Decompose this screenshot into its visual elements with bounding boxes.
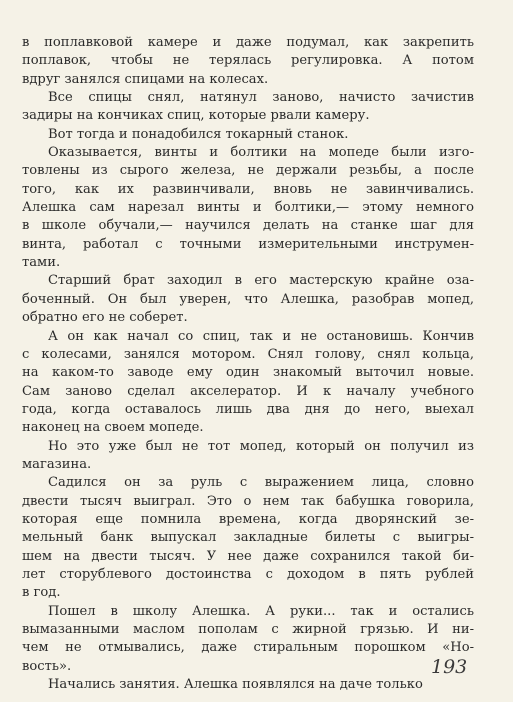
text-line: с колесами, занялся мотором. Снял голову, снял кольца, xyxy=(22,346,474,362)
text-line: Сам заново сделал акселератор. И к началу учебного xyxy=(22,383,474,399)
text-line: Все спицы снял, натянул заново, начисто зачистив xyxy=(48,90,474,106)
text-line: в поплавковой камере и даже подумал, как закрепить xyxy=(22,35,474,50)
text-line: шем на двести тысяч. У нее даже сохранился такой би- xyxy=(22,548,474,564)
text-line: Садился он за руль с выражением лица, словно xyxy=(48,475,474,491)
paragraph xyxy=(22,676,474,694)
text-line: лет сторублевого достоинства с доходом в пять рублей xyxy=(22,566,474,582)
paragraph xyxy=(22,34,474,89)
text-line: Пошел в школу Алешка. А руки... так и остались xyxy=(48,603,474,619)
text-line: задиры на кончиках спиц, которые рвали камеру. xyxy=(22,108,370,124)
paragraph xyxy=(22,89,474,126)
paragraph xyxy=(22,474,474,602)
text-line: Начались занятия. Алешка появлялся на даче только xyxy=(48,677,423,693)
text-line: обратно его не соберет. xyxy=(22,310,188,326)
text-line: мельный банк выпускал закладные билеты с выигры- xyxy=(22,530,474,546)
text-line: вость». xyxy=(22,658,72,674)
paragraph xyxy=(22,603,474,676)
text-line: чем не отмывались, даже стиральным порошком «Но- xyxy=(22,640,474,656)
text-line: Старший брат заходил в его мастерскую крайне оза- xyxy=(48,273,474,289)
text-line: в школе обучали,— научился делать на станке шаг для xyxy=(22,218,474,234)
paragraph xyxy=(22,126,474,144)
paragraph xyxy=(22,438,474,475)
body-text xyxy=(22,34,474,694)
text-line: года, когда оставалось лишь два дня до него, выехал xyxy=(22,401,474,417)
text-line: поплавок, чтобы не терялась регулировка. А потом xyxy=(22,53,474,69)
page-number: 193 xyxy=(431,656,468,678)
text-line: тами. xyxy=(22,255,61,271)
text-line: того, как их развинчивали, вновь не завинчивались. xyxy=(22,181,474,197)
text-line: Оказывается, винты и болтики на мопеде были изго- xyxy=(48,145,474,161)
text-line: магазина. xyxy=(22,456,92,472)
text-line: Но это уже был не тот мопед, который он получил из xyxy=(48,438,474,454)
text-line: товлены из сырого железа, не держали резьбы, а после xyxy=(22,163,474,179)
text-line: двести тысяч выиграл. Это о нем так бабушка говорила, xyxy=(22,493,474,509)
text-line: которая еще помнила времена, когда дворянский зе- xyxy=(22,511,474,527)
text-line: А он как начал со спиц, так и не остановишь. Кончив xyxy=(48,328,474,344)
text-line: вдруг занялся спицами на колесах. xyxy=(22,71,269,87)
text-line: наконец на своем мопеде. xyxy=(22,420,204,436)
text-line: в год. xyxy=(22,585,61,601)
paragraph xyxy=(22,272,474,327)
text-line: Алешка сам нарезал винты и болтики,— этому немного xyxy=(22,200,474,216)
text-line: на каком-то заводе ему один знакомый выточил новые. xyxy=(22,365,474,381)
paragraph xyxy=(22,328,474,438)
text-line: Вот тогда и понадобился токарный станок. xyxy=(48,126,349,142)
paragraph xyxy=(22,144,474,272)
text-line: винта, работал с точными измерительными инструмен- xyxy=(22,236,474,252)
text-line: вымазанными маслом пополам с жирной грязью. И ни- xyxy=(22,622,474,637)
text-line: боченный. Он был уверен, что Алешка, разобрав мопед, xyxy=(22,291,474,307)
